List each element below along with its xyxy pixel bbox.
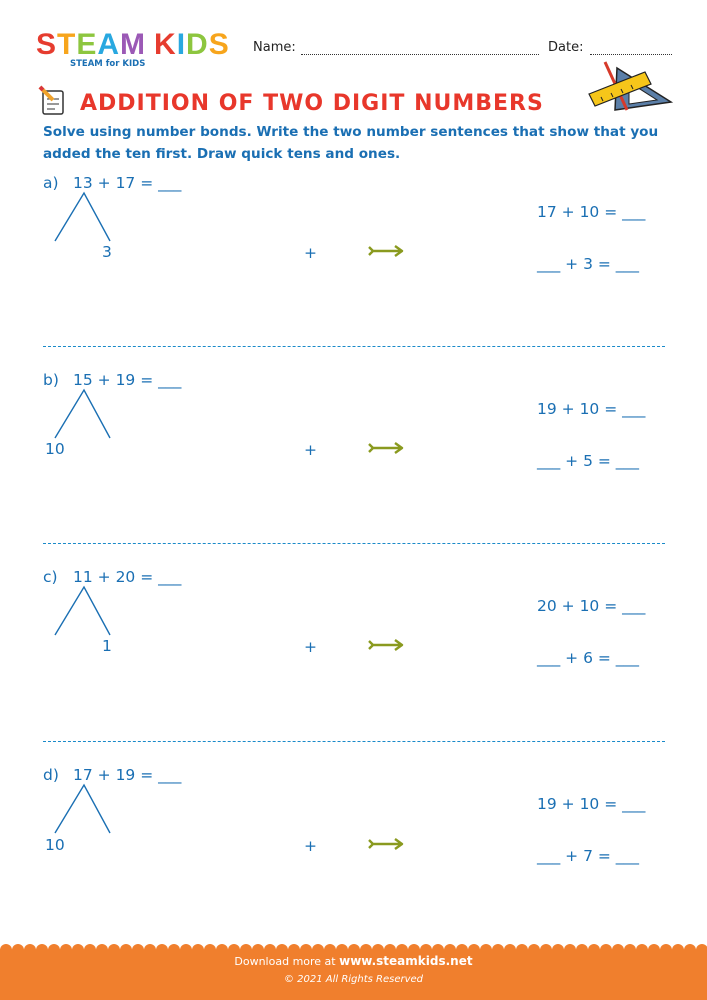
footer-copyright: © 2021 All Rights Reserved [283, 974, 424, 985]
plus-sign: + [304, 441, 317, 459]
plus-sign: + [304, 244, 317, 262]
logo-letter: S [36, 28, 58, 61]
logo-tagline: STEAM for KIDS [70, 59, 146, 69]
problem-letter: c) [43, 568, 58, 586]
bond-part: 1 [102, 637, 112, 655]
plus-sign: + [304, 837, 317, 855]
name-field[interactable] [301, 54, 539, 55]
logo-letter: E [76, 28, 98, 61]
logo-letter: M [120, 28, 147, 61]
date-field[interactable] [590, 54, 672, 55]
arrow-right-icon [368, 244, 404, 258]
number-bond-lines [50, 782, 120, 837]
pencil-paper-icon [36, 83, 70, 117]
logo-letter: D [186, 28, 209, 61]
ruler-set-square-icon [587, 58, 677, 116]
logo-letter: S [208, 28, 230, 61]
section-divider [43, 346, 665, 347]
number-bond-lines [50, 584, 120, 639]
footer-site-link[interactable]: www.steamkids.net [339, 954, 473, 968]
plus-sign: + [304, 638, 317, 656]
number-sentence-2: ___ + 5 = ___ [537, 452, 640, 470]
name-label: Name: [253, 40, 296, 55]
problem-equation: 15 + 19 = ___ [73, 371, 182, 389]
problem-equation: 13 + 17 = ___ [73, 174, 182, 192]
problem-letter: d) [43, 766, 59, 784]
section-divider [43, 543, 665, 544]
problem-letter: b) [43, 371, 59, 389]
number-bond-lines [50, 387, 120, 442]
number-sentence-2: ___ + 7 = ___ [537, 847, 640, 865]
section-divider [43, 741, 665, 742]
footer-download [0, 954, 707, 968]
bond-part: 3 [102, 243, 112, 261]
number-sentence-1: 17 + 10 = ___ [537, 203, 646, 221]
bond-part: 10 [45, 836, 65, 854]
number-sentence-2: ___ + 6 = ___ [537, 649, 640, 667]
number-bond-lines [50, 190, 120, 245]
page-title: ADDITION OF TWO DIGIT NUMBERS [80, 91, 544, 116]
footer-download-text: Download more at [234, 955, 340, 968]
problem-letter: a) [43, 174, 59, 192]
problem-equation: 11 + 20 = ___ [73, 568, 182, 586]
logo-letter: T [57, 28, 77, 61]
number-sentence-2: ___ + 3 = ___ [537, 255, 640, 273]
date-label: Date: [548, 40, 584, 55]
logo-letter: K [154, 28, 177, 61]
problem-equation: 17 + 19 = ___ [73, 766, 182, 784]
number-sentence-1: 19 + 10 = ___ [537, 400, 646, 418]
logo-wordmark [36, 30, 230, 60]
number-sentence-1: 20 + 10 = ___ [537, 597, 646, 615]
instructions: Solve using number bonds. Write the two number sentences that show that you added the ten first. Draw quick tens and ones. [43, 124, 659, 162]
arrow-right-icon [368, 638, 404, 652]
arrow-right-icon [368, 441, 404, 455]
logo-letter: A [97, 28, 121, 61]
number-sentence-1: 19 + 10 = ___ [537, 795, 646, 813]
arrow-right-icon [368, 837, 404, 851]
logo-letter: I [176, 28, 187, 61]
bond-part: 10 [45, 440, 65, 458]
